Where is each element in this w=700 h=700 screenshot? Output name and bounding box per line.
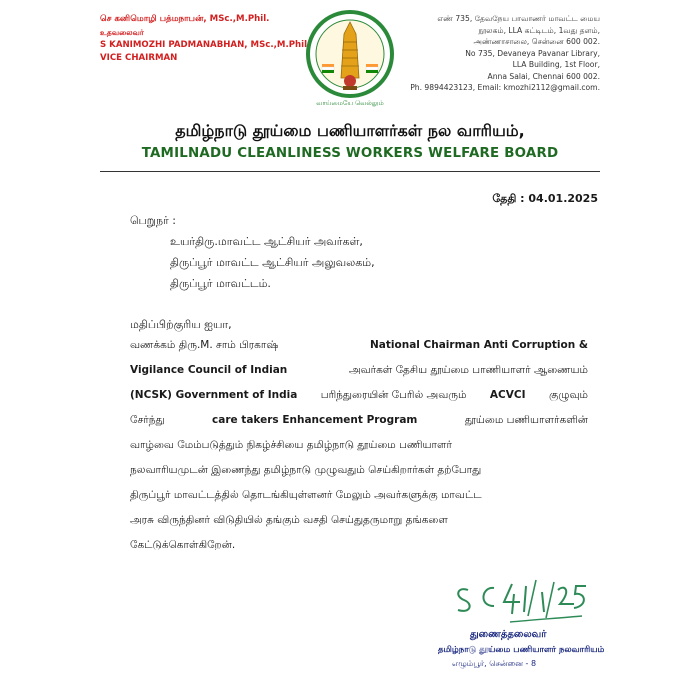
body-text-bold: National Chairman Anti Corruption & [370,339,588,351]
body-text-bold: (NCSK) Government of India [130,389,298,401]
address-ta-2: நூலகம், LLA கட்டிடம், 1வது தளம், [478,25,600,35]
letter-date: தேதி : 04.01.2025 [492,192,598,205]
body-text-bold: Vigilance Council of Indian [130,364,288,376]
recipient-line: திருப்பூர் மாவட்டம். [170,277,271,290]
board-name-en: TAMILNADU CLEANLINESS WORKERS WELFARE BOARD [141,146,559,161]
signatory-org: தமிழ்நாடு தூய்மை பணியாளர் நலவாரியம் [438,645,605,655]
body-text: தூய்மை பணியாளர்களின் [464,414,588,426]
body-line [130,364,588,377]
vice-chair-name-en: S KANIMOZHI PADMANABHAN, MSc.,M.Phil. [100,40,311,50]
address-en-1: No 735, Devaneya Pavanar Library, [465,48,600,58]
handwritten-signature-icon [450,572,590,632]
letter-body [130,339,588,569]
body-line [130,339,588,352]
recipient-line: திருப்பூர் மாவட்ட ஆட்சியர் அலுவலகம், [170,256,375,269]
body-line: திருப்பூர் மாவட்டத்தில் தொடங்கியுள்ளனர் மேலும் அவர்களுக்கு மாவட்ட [130,489,482,501]
body-text: குழுவும் [548,389,588,401]
to-label: பெறுநர் : [130,214,176,227]
body-text: அவர்கள் தேசிய தூய்மை பாணியாளர் ஆணையம் [348,364,588,376]
letterhead-right [380,13,600,94]
address-ta-1: எண் 735, தேவநேய பாவாணர் மாவட்ட மைய [437,14,600,23]
body-line [130,414,588,427]
body-line: அரசு விருந்தினர் விடுதியில் தங்கும் வசதி செய்துதருமாறு தங்களை [130,514,448,526]
address-ta-3: அண்ணாசாலை, சென்னை 600 002. [473,37,600,46]
vice-chair-name-ta: செ கனிமொழி பத்மநாபன், MSc.,M.Phil. [100,14,270,24]
signatory-title: துணைத்தலைவர் [470,629,547,640]
body-line: வாழ்வை மேம்படுத்தும் நிகழ்ச்சியை தமிழ்நாடு தூய்மை பணியாளர் [130,439,452,451]
emblem-motto: வாய்மையே வெல்லும் [316,99,384,107]
board-name-ta: தமிழ்நாடு தூய்மை பணியாளர்கள் நல வாரியம், [175,121,525,140]
body-text-bold: ACVCI [489,389,526,401]
salutation: மதிப்பிற்குரிய ஐயா, [130,318,232,331]
contact-line: Ph. 9894423123, Email: kmozhi2112@gmail.com. [410,83,600,92]
recipient-line: உயர்திரு.மாவட்ட ஆட்சியர் அவர்கள், [170,235,363,248]
body-text-bold: care takers Enhancement Program [212,414,418,426]
body-text: வணக்கம் திரு.M. சாம் பிரகாஷ் [130,339,279,351]
address-en-2: LLA Building, 1st Floor, [512,60,600,69]
vice-chair-designation-ta: உதவலைவர் [100,28,144,37]
body-line: நலவாரியமுடன் இணைந்து தமிழ்நாடு முழுவதும் செய்கிறார்கள் தற்போது [130,464,482,476]
vice-chair-designation-en: VICE CHAIRMAN [100,53,178,63]
body-line [130,389,588,402]
signatory-place: எழும்பூர், சென்னை - 8 [452,659,537,668]
body-text: சேர்ந்து [130,414,165,426]
header-divider [100,171,600,172]
body-text: பரிந்துரையின் பேரில் அவரும் [320,389,467,401]
body-line: கேட்டுக்கொள்கிறேன். [130,539,236,551]
address-en-3: Anna Salai, Chennai 600 002. [487,71,600,81]
letterhead-left [100,13,330,65]
